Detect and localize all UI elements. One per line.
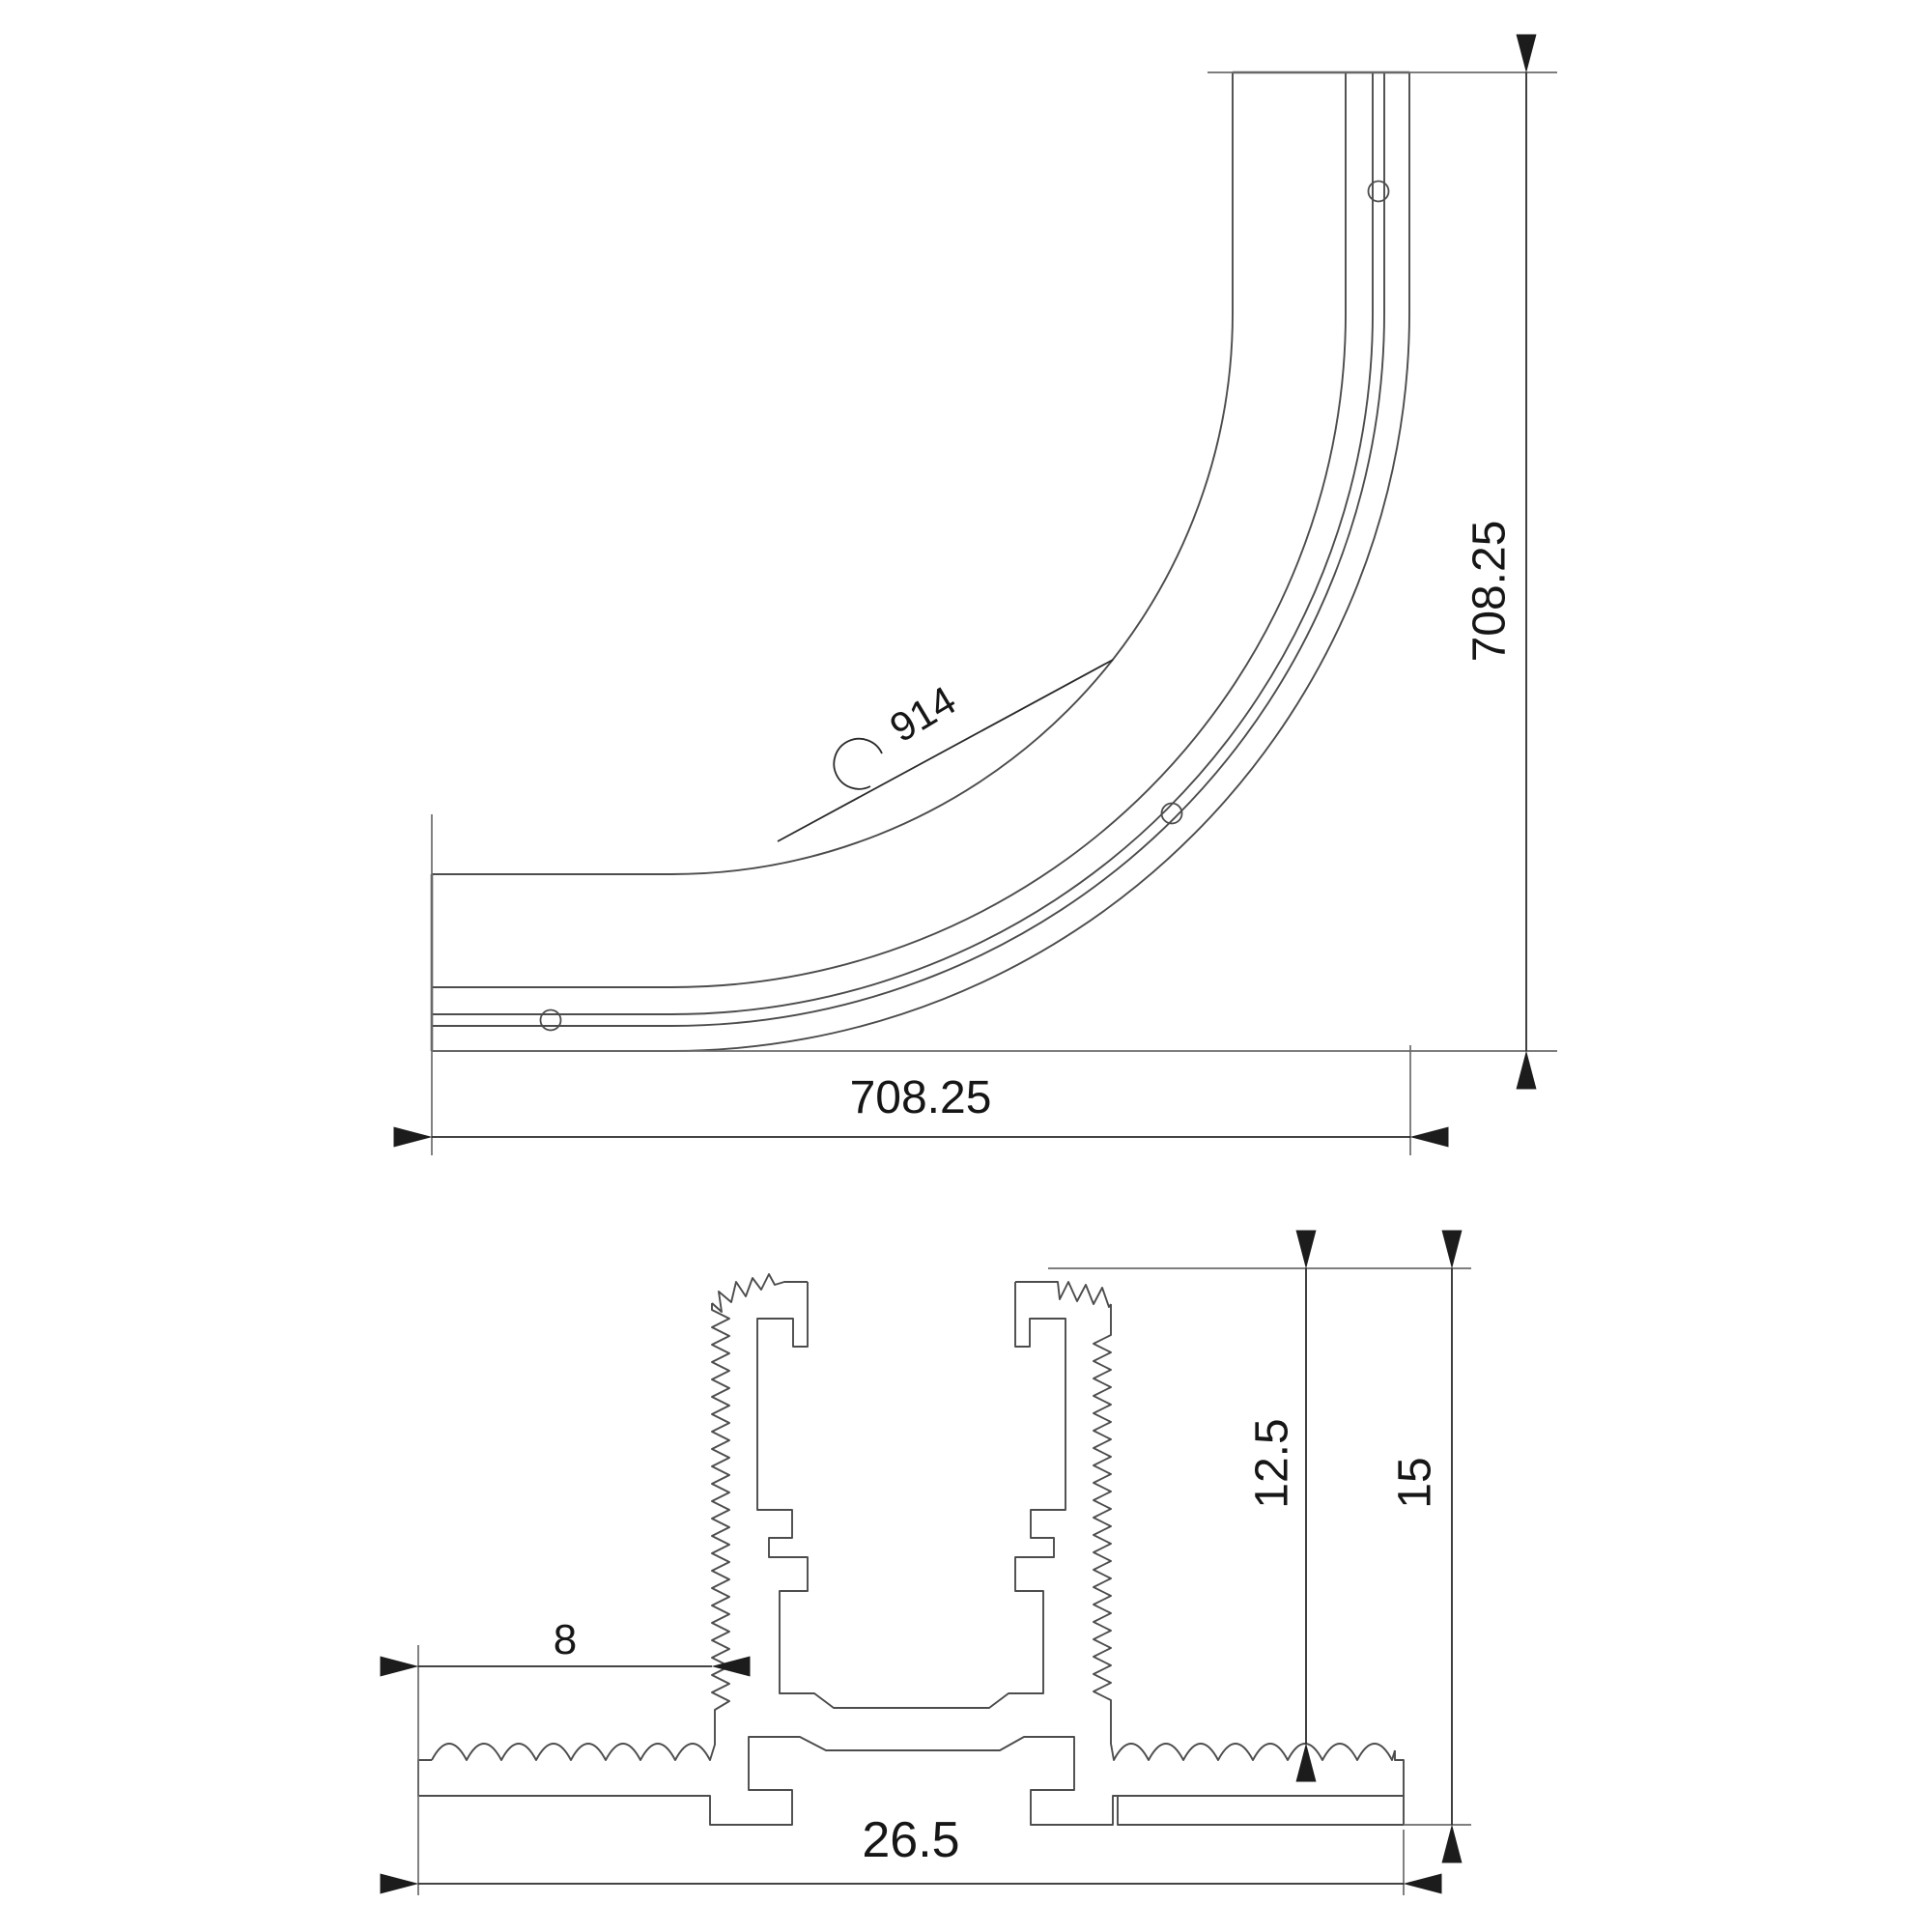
arc-symbol (834, 739, 882, 789)
curve-groove-edge-3 (432, 72, 1384, 1026)
v-dim-value: 708.25 (1463, 520, 1516, 663)
dim8-value: 8 (553, 1616, 578, 1663)
section-left-wall-break (712, 1274, 808, 1312)
section-left-wall-serration (432, 1303, 729, 1760)
dimension-15 (1390, 1268, 1471, 1825)
radius-annotation (778, 660, 1113, 841)
section-right-wall-break (1015, 1282, 1111, 1307)
dim125-value: 12.5 (1246, 1418, 1298, 1509)
cross-section-drawing (418, 1268, 1471, 1895)
section-right-chamber (1118, 1796, 1404, 1825)
horizontal-dimension (432, 814, 1410, 1155)
curve-groove-edge-2 (432, 72, 1373, 1014)
h-dim-value: 708.25 (849, 1072, 992, 1123)
section-channel-outline (757, 1282, 1065, 1708)
mounting-hole-top (1369, 182, 1389, 202)
section-right-wall-serration (1094, 1304, 1395, 1760)
radius-value: 914 (882, 676, 964, 752)
curve-inner-edge (432, 72, 1409, 1051)
dim265-value: 26.5 (862, 1812, 960, 1868)
dimension-8 (418, 1616, 712, 1895)
dim15-value: 15 (1389, 1457, 1441, 1509)
curve-outer-edge (432, 72, 1233, 874)
curve-drawing (432, 72, 1557, 1155)
curve-groove-edge-1 (432, 72, 1346, 987)
mounting-hole-left (541, 1010, 561, 1031)
